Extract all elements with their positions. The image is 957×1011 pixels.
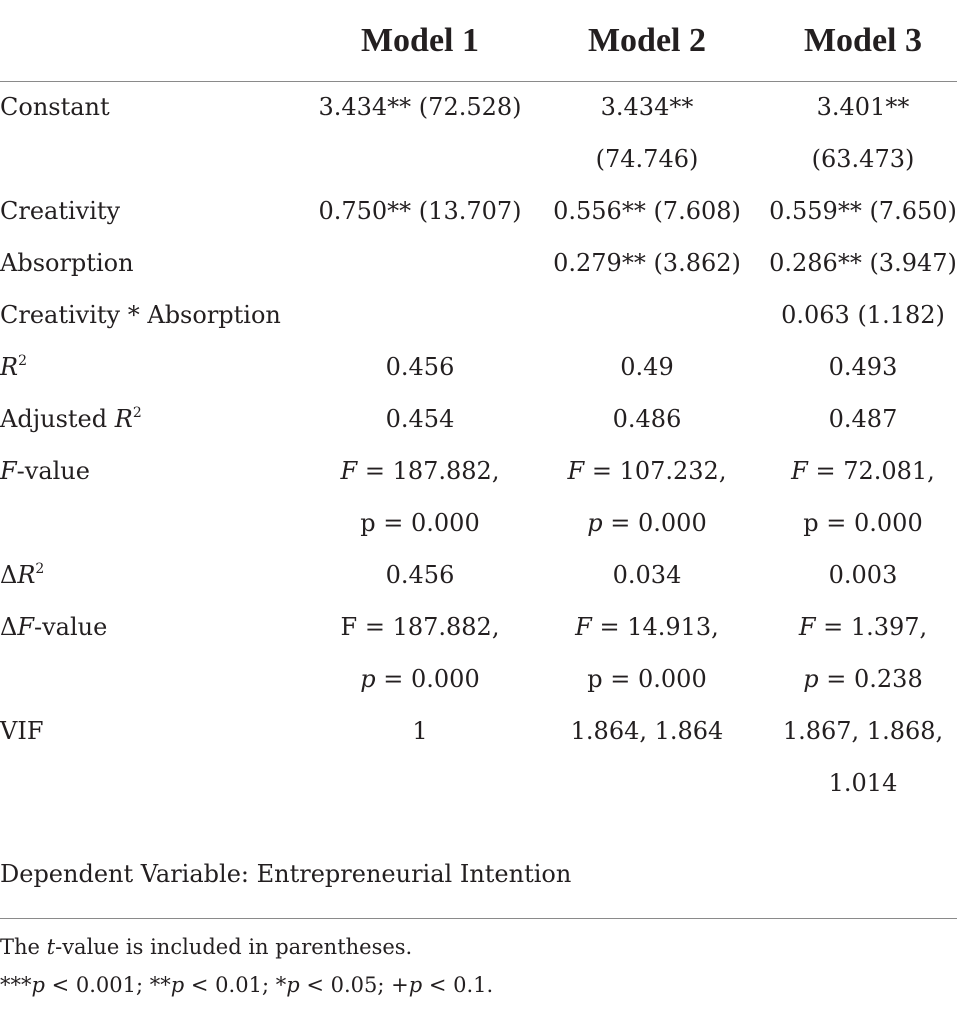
footnote-text: -value is included in parentheses. xyxy=(55,935,413,959)
f-symbol: F xyxy=(340,457,358,485)
delta-f-model-2-p: p = 0.000 xyxy=(587,665,707,693)
squared-superscript: 2 xyxy=(132,405,142,421)
p-stat: = 0.000 xyxy=(375,665,480,693)
row-label-absorption: Absorption xyxy=(0,249,134,277)
p-stat: = 0.000 xyxy=(602,509,707,537)
interaction-model-3: 0.063 (1.182) xyxy=(781,301,945,329)
p-symbol: p xyxy=(587,509,603,537)
f-symbol: F xyxy=(17,613,34,641)
footnote-text: *** xyxy=(0,973,32,997)
constant-model-3-t: (63.473) xyxy=(811,145,915,173)
delta-symbol: Δ xyxy=(0,561,18,589)
delta-f-model-1-f: F = 187.882, xyxy=(340,613,500,641)
row-label-delta-f-value xyxy=(0,601,107,653)
creativity-model-1: 0.750** (13.707) xyxy=(318,197,522,225)
adjusted-r-squared-model-2: 0.486 xyxy=(612,405,682,433)
r-symbol: R xyxy=(114,405,133,433)
r-squared-model-1: 0.456 xyxy=(385,353,455,381)
vif-model-2: 1.864, 1.864 xyxy=(570,717,724,745)
delta-f-model-2-f xyxy=(546,601,748,653)
row-label-interaction: Creativity * Absorption xyxy=(0,301,281,329)
f-stat: = 72.081, xyxy=(807,457,935,485)
constant-model-3-coef: 3.401** xyxy=(816,93,910,121)
footnote-t-value xyxy=(0,930,412,964)
delta-symbol: Δ xyxy=(0,613,18,641)
vif-model-3-line-2: 1.014 xyxy=(828,769,898,797)
f-stat: = 14.913, xyxy=(591,613,719,641)
header-model-1: Model 1 xyxy=(360,22,480,59)
f-value-model-1-p: p = 0.000 xyxy=(360,509,480,537)
f-symbol: F xyxy=(575,613,592,641)
f-value-model-2-p xyxy=(546,497,748,549)
row-label-f-value xyxy=(0,445,90,497)
footnote-text: < 0.001; ** xyxy=(44,973,171,997)
p-symbol: p xyxy=(286,973,300,997)
squared-superscript: 2 xyxy=(18,353,27,369)
squared-superscript: 2 xyxy=(35,561,45,577)
footnote-significance xyxy=(0,968,493,1002)
f-stat: = 187.882, xyxy=(357,457,500,485)
delta-r-squared-model-2: 0.034 xyxy=(612,561,682,589)
row-label-r-squared xyxy=(0,341,27,393)
row-label-creativity: Creativity xyxy=(0,197,121,225)
r-symbol: R xyxy=(0,353,19,381)
row-label-adjusted-r-squared xyxy=(0,393,142,445)
footer-rule xyxy=(0,918,957,919)
p-symbol: p xyxy=(408,973,423,997)
f-symbol: F xyxy=(567,457,585,485)
footnote-text: < 0.05; + xyxy=(299,973,409,997)
adjusted-r-squared-model-1: 0.454 xyxy=(385,405,455,433)
delta-r-squared-model-3: 0.003 xyxy=(828,561,898,589)
p-symbol: p xyxy=(31,973,45,997)
f-stat: = 107.232, xyxy=(584,457,727,485)
delta-f-model-3-p xyxy=(765,653,957,705)
t-symbol: t xyxy=(46,935,56,959)
f-symbol: F xyxy=(0,457,17,485)
f-symbol: F xyxy=(791,457,808,485)
p-symbol: p xyxy=(360,665,376,693)
f-value-model-3-p: p = 0.000 xyxy=(803,509,923,537)
adjusted-prefix: Adjusted xyxy=(0,405,115,433)
r-squared-model-3: 0.493 xyxy=(828,353,898,381)
delta-f-model-3-f xyxy=(765,601,957,653)
row-label-vif: VIF xyxy=(0,717,44,745)
footnote-text: < 0.01; * xyxy=(184,973,287,997)
f-value-model-1-f xyxy=(312,445,528,497)
row-label-constant: Constant xyxy=(0,93,110,121)
vif-model-3-line-1: 1.867, 1.868, xyxy=(782,717,944,745)
constant-model-2-t: (74.746) xyxy=(595,145,699,173)
delta-f-model-1-p xyxy=(312,653,528,705)
f-value-model-3-f xyxy=(765,445,957,497)
p-symbol: p xyxy=(170,973,185,997)
constant-model-1: 3.434** (72.528) xyxy=(318,93,522,121)
p-stat: = 0.238 xyxy=(818,665,923,693)
header-model-2: Model 2 xyxy=(587,22,707,59)
p-symbol: p xyxy=(803,665,819,693)
delta-r-squared-model-1: 0.456 xyxy=(385,561,455,589)
dependent-variable-note: Dependent Variable: Entrepreneurial Intention xyxy=(0,860,572,888)
f-symbol: F xyxy=(798,613,816,641)
f-value-suffix: -value xyxy=(16,457,90,485)
f-value-suffix: -value xyxy=(34,613,108,641)
r-squared-model-2: 0.49 xyxy=(620,353,674,381)
f-stat: = 1.397, xyxy=(815,613,928,641)
r-symbol: R xyxy=(17,561,36,589)
constant-model-2-coef: 3.434** xyxy=(600,93,694,121)
creativity-model-3: 0.559** (7.650) xyxy=(769,197,957,225)
footnote-text: < 0.1. xyxy=(422,973,494,997)
absorption-model-2: 0.279** (3.862) xyxy=(553,249,741,277)
row-label-delta-r-squared xyxy=(0,549,44,601)
adjusted-r-squared-model-3: 0.487 xyxy=(828,405,898,433)
header-model-3: Model 3 xyxy=(803,22,923,59)
f-value-model-2-f xyxy=(546,445,748,497)
creativity-model-2: 0.556** (7.608) xyxy=(553,197,741,225)
footnote-text: The xyxy=(0,935,47,959)
absorption-model-3: 0.286** (3.947) xyxy=(769,249,957,277)
vif-model-1: 1 xyxy=(412,717,428,745)
